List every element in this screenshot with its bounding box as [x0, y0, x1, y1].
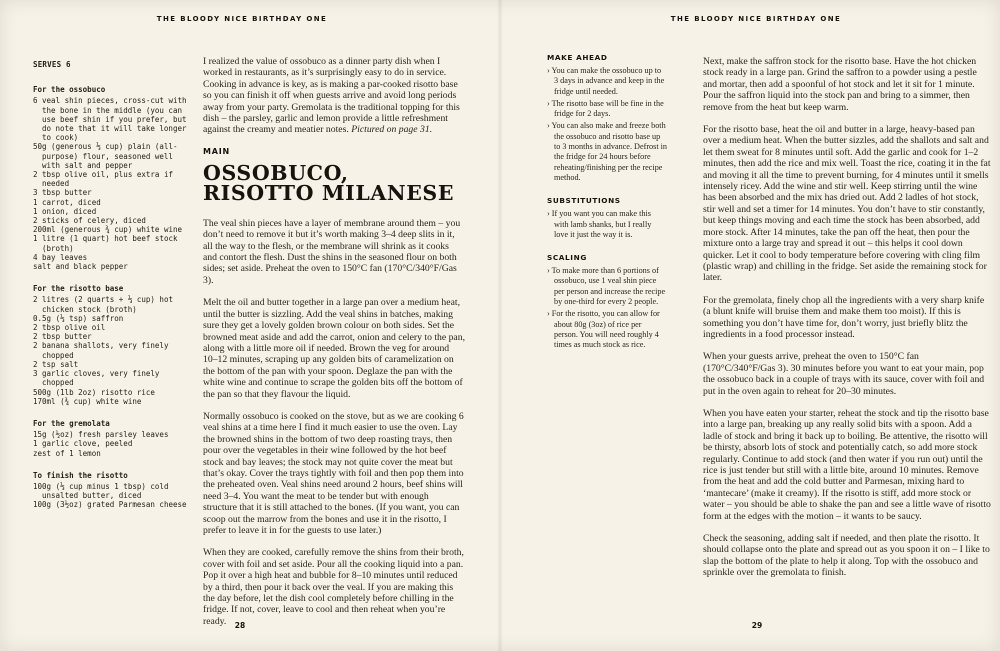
recipe-notes-column: [547, 53, 667, 364]
ingredient-group: [33, 419, 191, 458]
note-group-title: MAKE AHEAD: [547, 53, 608, 62]
ingredient-item: 3 garlic cloves, very finely chopped: [33, 369, 160, 388]
method-paragraph: Normally ossobuco is cooked on the stove, but as we are cooking 6 veal shins at a time here I find it much easier to use the oven. Lay the browned shins in the bottom of two deep roasting trays, then pour over the vegetables in their wine followed by the hot beef stock and bay leaves; the stock may not quite cover the meat but that’s okay. Cover the trays tightly with foil and then pop them into the preheated oven. Veal shins need around 2 hours, beef shins will need 3–4. You want the meat to be tender but with enough structure that it is still attached to the bones. (If you want, you can scoop out the marrow from the bones and use it in the risotto, I prefer to leave it in for the guests to use later.): [203, 410, 464, 536]
method-paragraph: For the risotto base, heat the oil and butter in a large, heavy-based pan over a medium heat. When the butter sizzles, add the shallots and salt and let them sweat for 8 minutes until soft. Add the garlic and cook for 1–2 minutes, then add the rice and mix well. Toast the rice, coating it in the fat and moving it all the time to prevent burning, for 4 minutes until it smells intensely ricey. Add the wine and stir well. Keep stirring until the wine has been absorbed and the mix has dried out. Add 2 ladles of hot stock, stir well and set a timer for 14 minutes. You don’t have to stir constantly, but keep things moving and each time the stock has been absorbed, add more stock. After 14 minutes, take the pan off the heat, then pour the mixture onto a large tray and spread it out – this helps it cool down quicker. Let it cool to body temperature before covering with cling film (plastic wrap) and chilling in the fridge. Set aside the remaining stock for later.: [703, 124, 991, 284]
ingredient-group-title: To finish the risotto: [33, 470, 128, 480]
method-paragraph: For the gremolata, finely chop all the ingredients with a very sharp knife (a blunt knife will bruise them and make them too moist). If this is something you don’t have time for, don’t worry, just briefly blitz the ingredients in a food processor instead.: [703, 294, 985, 340]
ingredient-item: 4 bay leaves: [33, 252, 88, 262]
ingredient-item: 2 banana shallots, very finely chopped: [33, 341, 169, 360]
note-group: [547, 253, 667, 350]
recipe-title: OSSOBUCO, RISOTTO MILANESE: [203, 160, 455, 205]
ingredient-item: 0.5g (⅓ tsp) saffron: [33, 313, 124, 323]
ingredient-groups: [33, 85, 191, 509]
ingredient-group-title: For the risotto base: [33, 284, 124, 294]
method-paragraphs-left: [203, 218, 465, 627]
note-item: › For the risotto, you can allow for about 80g (3oz) of rice per person. You will need roughly 4 times as much stock as rice.: [547, 309, 660, 350]
ingredient-item: 15g (½oz) fresh parsley leaves: [33, 430, 169, 440]
method-paragraph: When they are cooked, carefully remove the shins from their broth, cover with foil and set aside. Pour all the cooking liquid into a pan. Pop it over a high heat and bubble for 8–10 minutes until reduced by a third, then pour it back over the veal. If you are making this the day before, let the dish cool completely before chilling in the fridge. If not, cover, leave to cool and then reheat when you’re ready.: [203, 547, 464, 627]
method-paragraph: Melt the oil and butter together in a large pan over a medium heat, until the butter is sizzling. Add the veal shins in batches, making sure they get a lovely golden brown colour on both sides. Set the browned meat aside and add the carrot, onion and celery to the pan, along with a little more oil if needed. Brown the veg for around 10–12 minutes, scraping up any golden bits of caramelization on the bottom of the pan with your spoon. Deglaze the pan with the white wine and continue to scrape the golden bits off the bottom of the pan so that they flavour the liquid.: [203, 297, 466, 400]
note-item: › You can make the ossobuco up to 3 days in advance and keep in the fridge until needed.: [547, 66, 665, 96]
note-items: [547, 209, 667, 240]
page-number-left: 28: [234, 621, 246, 630]
note-item: › If you want you can make this with lamb shanks, but I really love it just the way it is.: [547, 209, 652, 239]
ingredient-item: 500g (1lb 2oz) risotto rice: [33, 387, 155, 397]
page-number-right: 29: [751, 621, 763, 630]
pictured-reference: Pictured on page 31.: [351, 124, 433, 136]
page-gutter: [497, 0, 503, 651]
ingredient-item: 170ml (¾ cup) white wine: [33, 396, 142, 406]
method-paragraph: When you have eaten your starter, reheat the stock and tip the risotto base into a large pan, breaking up any really solid bits with a spoon. Add a ladle of stock and bring it back up to boiling. Be attentive, the risotto will be thirsty, absorb lots of stock and potentially catch, so add more stock regularly. Continue to add stock (and then water if you run out) until the rice is just tender but still with a little bite, around 10 minutes. Remove from the heat and add the cold butter and Parmesan, mixing hard to ‘mantecare’ (make it creamy). If the risotto is stiff, add more stock or water – you should be able to shake the pan and see a little wave of risotto form at the edges with the motion – it wants to be saucy.: [703, 407, 991, 522]
ingredient-item: salt and black pepper: [33, 262, 128, 272]
recipe-main-column: [203, 56, 465, 638]
ingredient-item: 50g (generous ⅓ cup) plain (all-purpose) flour, seasoned well with salt and pepper: [33, 142, 178, 170]
ingredient-list: [33, 96, 191, 271]
serves-label: SERVES 6: [33, 60, 71, 69]
note-item: › You can also make and freeze both the ossobuco and risotto base up to 3 months in advance. Defrost in the fridge for 24 hours before reheating/finishing per the recipe method.: [547, 121, 668, 182]
note-item: › To make more than 6 portions of ossobuco, use 1 veal shin piece per person and increase the recipe by one-third for every 2 people.: [547, 266, 666, 307]
ingredient-list: [33, 430, 191, 458]
note-group-title: SUBSTITUTIONS: [547, 196, 621, 206]
note-item: › The risotto base will be fine in the fridge for 2 days.: [547, 98, 664, 119]
ingredient-item: 2 tbsp butter: [33, 332, 92, 342]
ingredient-item: 1 carrot, diced: [33, 197, 101, 207]
course-kicker: MAIN: [203, 146, 231, 156]
ingredient-item: 2 tbsp olive oil, plus extra if needed: [33, 170, 173, 189]
note-items: [547, 266, 667, 350]
ingredient-item: zest of 1 lemon: [33, 448, 101, 458]
ingredient-item: 100g (⅓ cup minus 1 tbsp) cold unsalted butter, diced: [33, 481, 169, 501]
note-group: [547, 53, 667, 183]
running-header-right: THE BLOODY NICE BIRTHDAY ONE: [670, 15, 842, 23]
ingredient-item: 1 litre (1 quart) hot beef stock (broth): [33, 234, 178, 253]
ingredient-item: 100g (3½oz) grated Parmesan cheese: [33, 500, 187, 510]
ingredient-item: 1 onion, diced: [33, 206, 97, 216]
ingredient-item: 2 sticks of celery, diced: [33, 216, 146, 226]
note-group-title: SCALING: [547, 253, 587, 263]
ingredients-sidebar: [33, 60, 191, 523]
method-paragraph: Next, make the saffron stock for the risotto base. Have the hot chicken stock ready in a large pan. Grind the saffron to a powder using a pestle and mortar, then add a spoonful of hot stock and let it sit for 1 minute. Pour the saffron liquid into the stock pan and bring to a simmer, then remove from the heat but keep warm.: [703, 56, 977, 113]
ingredient-list: [33, 295, 191, 405]
method-paragraph: The veal shin pieces have a layer of membrane around them – you don’t need to remove it but it’s worth making 3–4 deep slits in it, all the way to the flesh, or the membrane will shrink as it cooks and contort the flesh. Dust the shins in the seasoned flour on both sides; set aside. Preheat the oven to 150°C fan (170°C/340°F/Gas 3).: [203, 217, 461, 286]
method-paragraphs-right: [703, 56, 992, 590]
ingredient-group-title: For the ossobuco: [33, 85, 106, 95]
note-items: [547, 66, 667, 183]
ingredient-item: 3 tbsp butter: [33, 188, 92, 198]
recipe-intro-text: I realized the value of ossobuco as a dinner party dish when I worked in restaurants, as it’s surprisingly easy to do in service. Cooking in advance is key, as is making a par-cooked risotto base so you can finish it off when guests arrive and avoid long periods away from your party. Gremolata is the traditional topping for this dish – the parsley, garlic and lemon provide a little refreshment against the creamy and meatier notes.: [203, 56, 460, 136]
recipe-intro: [203, 56, 465, 136]
ingredient-item: 2 tsp salt: [33, 359, 79, 369]
ingredient-item: 6 veal shin pieces, cross-cut with the bone in the middle (you can use beef shin if you prefer, but do note that it will take longer to cook): [33, 96, 187, 143]
ingredient-item: 2 tbsp olive oil: [33, 323, 106, 333]
ingredient-group-title: For the gremolata: [33, 418, 110, 428]
ingredient-group: [33, 85, 191, 271]
ingredient-list: [33, 482, 191, 510]
note-group: [547, 196, 667, 240]
method-paragraph: When your guests arrive, preheat the oven to 150°C fan (170°C/340°F/Gas 3). 30 minutes before you want to eat your main, pop the ossobuco back in a couple of trays with its sauce, cover with foil and put in the oven again to reheat for 20–30 minutes.: [703, 351, 985, 397]
ingredient-group: [33, 471, 191, 510]
ingredient-item: 1 garlic clove, peeled: [33, 439, 133, 449]
method-paragraph: Check the seasoning, adding salt if needed, and then plate the risotto. It should collapse onto the plate and spread out as you spoon it on – I like to slap the bottom of the plate to help it along. Top with the ossobuco and sprinkle over the gremolata to finish.: [703, 533, 990, 579]
ingredient-group: [33, 284, 191, 406]
ingredient-item: 200ml (generous ¾ cup) white wine: [33, 225, 183, 235]
ingredient-item: 2 litres (2 quarts + ⅓ cup) hot chicken stock (broth): [33, 295, 173, 314]
running-header-left: THE BLOODY NICE BIRTHDAY ONE: [156, 15, 328, 23]
